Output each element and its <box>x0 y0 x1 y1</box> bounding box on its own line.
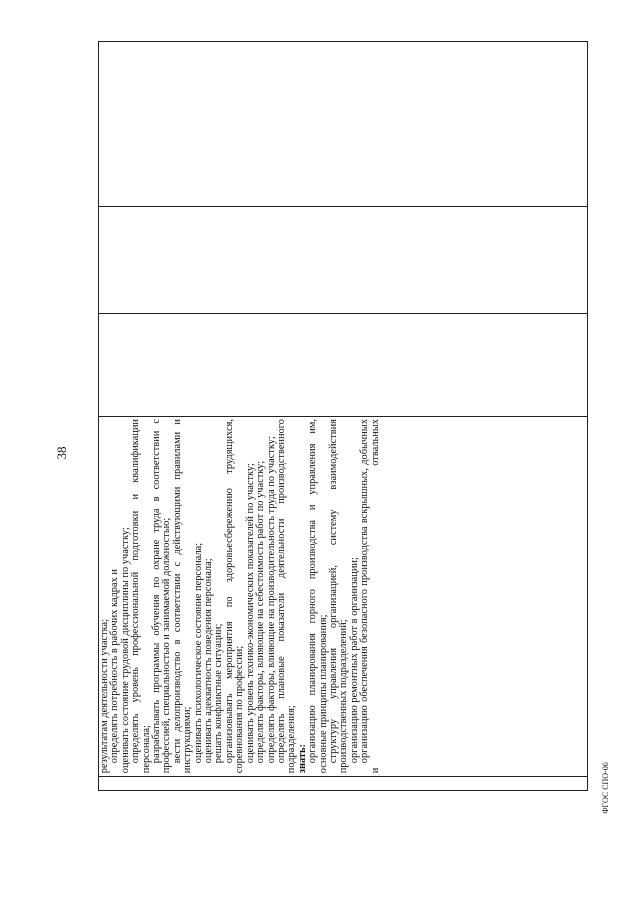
list-item: оценивать адекватность поведения персонала; <box>203 558 215 764</box>
competency-table <box>98 41 588 791</box>
list-item: структуру управления организацией, систему взаимодействия производственных подразделений; <box>327 419 350 774</box>
list-item: определять плановые показатели деятельности производственного подразделения; <box>275 419 298 774</box>
page-number: 38 <box>54 446 69 460</box>
requirements-text <box>99 417 381 776</box>
list-item: разрабатывать программы обучения по охране труда в соответствии с профессией, специальностью и занимаемой должностью; <box>151 419 173 774</box>
list-item: результатам деятельности участка; <box>99 618 110 774</box>
table-cell-discipline <box>99 314 588 417</box>
table-cell-code <box>99 777 588 791</box>
list-item: оценивать психологическое состояние персонала; <box>192 542 204 764</box>
list-item: организацию обеспечения безопасного производства вскрышных, добычных и отвальных <box>359 419 381 774</box>
knowledge-label: знать: <box>296 744 308 774</box>
table-cell-competencies <box>99 42 588 207</box>
list-item: организовывать мероприятия по здоровьесбережению трудящихся, соревнования по профессии; <box>223 419 246 774</box>
list-item: определять потребность в рабочих кадрах и <box>109 569 121 764</box>
list-item: решать конфликтные ситуации; <box>213 623 225 764</box>
table-cell-requirements <box>99 417 588 777</box>
list-item: оценивать уровень технико-экономических показателей по участку; <box>244 463 256 764</box>
list-item: определять факторы, влияющие на производительность труда по участку; <box>265 436 277 764</box>
list-item: организацию ремонтных работ в организации; <box>348 557 360 764</box>
table-cell-hours <box>99 206 588 313</box>
list-item: оценивать состояние трудовой дисциплины по участку; <box>119 527 131 774</box>
list-item: определять факторы, влияющие на себестоимость работ по участку; <box>255 460 267 764</box>
footer-code: ФГОС СПО-06 <box>601 762 610 814</box>
list-item: определять уровень профессиональной подготовки и квалификации персонала; <box>130 419 152 774</box>
list-item: вести делопроизводство в соответствии с действующими правилами и инструкциями; <box>171 419 194 774</box>
list-item: организацию планирования горного производства и управления им, основные принципы планирования; <box>307 419 329 774</box>
